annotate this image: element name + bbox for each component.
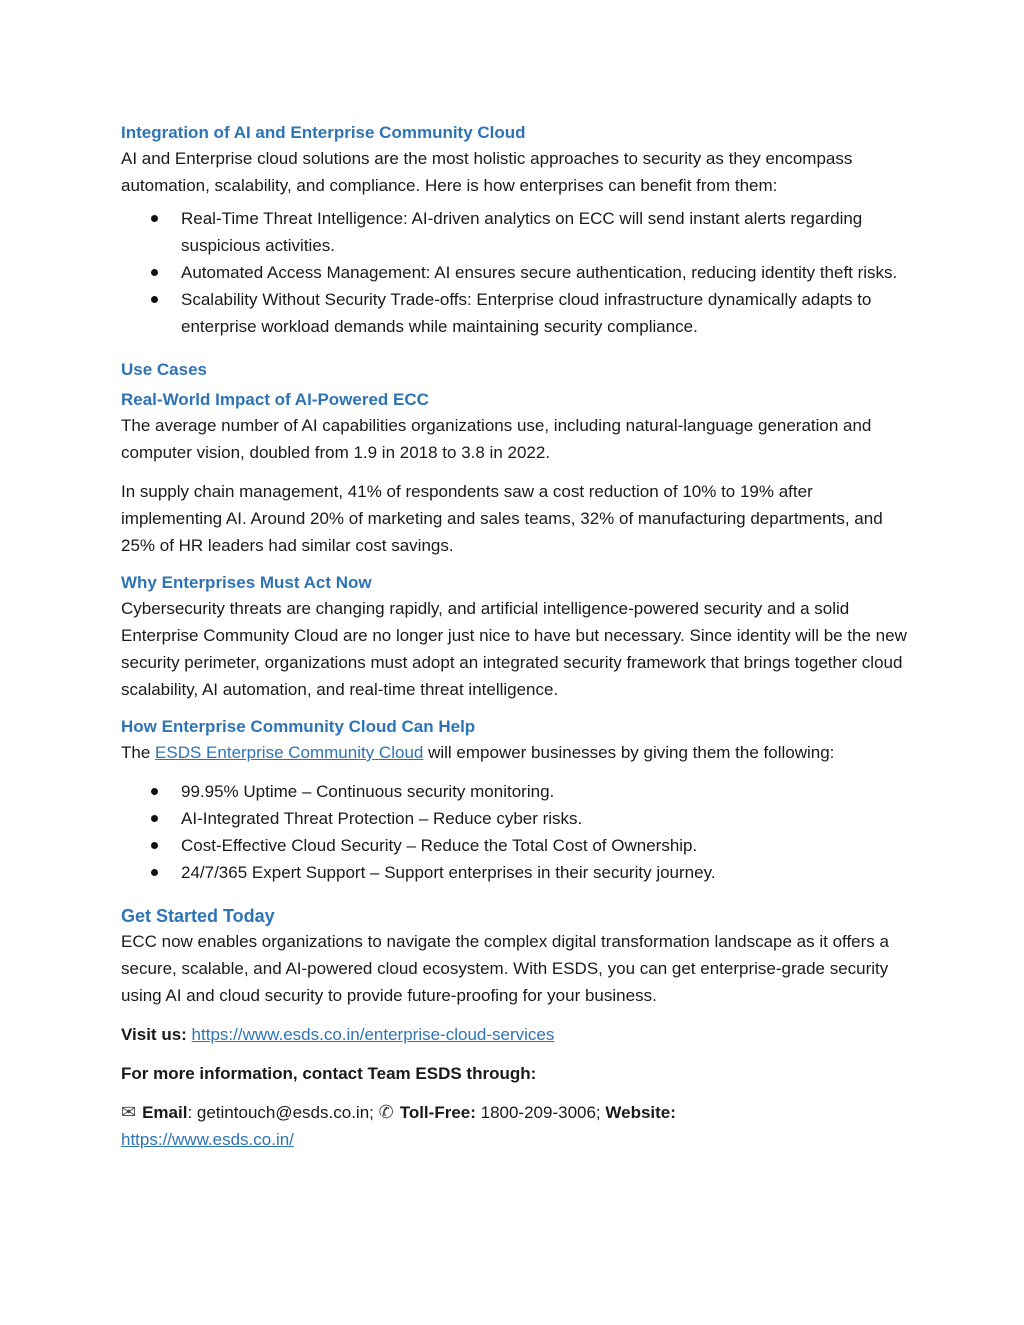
list-item: Real-Time Threat Intelligence: AI-driven analytics on ECC will send instant alerts regarding suspicious activities.	[121, 205, 911, 259]
paragraph-impact-1: The average number of AI capabilities organizations use, including natural-language generation and computer vision, doubled from 1.9 in 2018 to 3.8 in 2022.	[121, 416, 872, 462]
list-item: 24/7/365 Expert Support – Support enterprises in their security journey.	[121, 859, 911, 886]
bullet-icon	[151, 815, 158, 822]
paragraph-why: Cybersecurity threats are changing rapidly, and artificial intelligence-powered security and a solid Enterprise Community Cloud are no longer just nice to have but necessary. Since identity will be the new security perimeter, organizations must adopt an integrated security framework that brings together cloud scalability, AI automation, and real-time threat intelligence.	[121, 599, 907, 699]
heading-integration: Integration of AI and Enterprise Community Cloud	[121, 123, 526, 142]
contact-line: ✉ Email: getintouch@esds.co.in; ✆ Toll-Free: 1800-209-3006; Website: https://www.esds.co.in/	[121, 1102, 676, 1149]
heading-impact: Real-World Impact of AI-Powered ECC	[121, 390, 429, 409]
paragraph-how: The ESDS Enterprise Community Cloud will empower businesses by giving them the following:	[121, 743, 835, 762]
list-item: Automated Access Management: AI ensures secure authentication, reducing identity theft risks.	[121, 259, 911, 286]
bullet-list-benefits	[121, 778, 911, 886]
bullet-icon	[151, 269, 158, 276]
esds-ecc-link[interactable]: ESDS Enterprise Community Cloud	[155, 743, 424, 762]
bullet-icon	[151, 788, 158, 795]
phone-icon: ✆	[378, 1102, 394, 1122]
esds-website-link[interactable]: https://www.esds.co.in/	[121, 1130, 294, 1149]
heading-how: How Enterprise Community Cloud Can Help	[121, 717, 476, 736]
bullet-icon	[151, 869, 158, 876]
heading-why: Why Enterprises Must Act Now	[121, 573, 372, 592]
bullet-icon	[151, 296, 158, 303]
heading-get-started: Get Started Today	[121, 906, 275, 926]
paragraph-impact-2: In supply chain management, 41% of respondents saw a cost reduction of 10% to 19% after implementing AI. Around 20% of marketing and sales teams, 32% of manufacturing departments, and 25% of HR leaders had similar cost savings.	[121, 482, 883, 555]
enterprise-cloud-services-link[interactable]: https://www.esds.co.in/enterprise-cloud-services	[191, 1025, 555, 1044]
envelope-icon: ✉	[121, 1102, 137, 1122]
list-item: 99.95% Uptime – Continuous security monitoring.	[121, 778, 911, 805]
paragraph-get-started: ECC now enables organizations to navigate the complex digital transformation landscape as it offers a secure, scalable, and AI-powered cloud ecosystem. With ESDS, you can get enterprise-grade security using AI and cloud security to provide future-proofing for your business.	[121, 932, 889, 1005]
document-body	[121, 121, 911, 1153]
bullet-icon	[151, 215, 158, 222]
bullet-icon	[151, 842, 158, 849]
bullet-list-integration	[121, 205, 911, 340]
paragraph-integration: AI and Enterprise cloud solutions are the most holistic approaches to security as they encompass automation, scalability, and compliance. Here is how enterprises can benefit from them:	[121, 149, 853, 195]
visit-us-line: Visit us: https://www.esds.co.in/enterprise-cloud-services	[121, 1025, 555, 1044]
heading-use-cases: Use Cases	[121, 360, 208, 379]
list-item: AI-Integrated Threat Protection – Reduce cyber risks.	[121, 805, 911, 832]
more-info-line: For more information, contact Team ESDS through:	[121, 1064, 537, 1083]
list-item: Scalability Without Security Trade-offs: Enterprise cloud infrastructure dynamically adapts to enterprise workload demands while maintaining security compliance.	[121, 286, 911, 340]
list-item: Cost-Effective Cloud Security – Reduce the Total Cost of Ownership.	[121, 832, 911, 859]
